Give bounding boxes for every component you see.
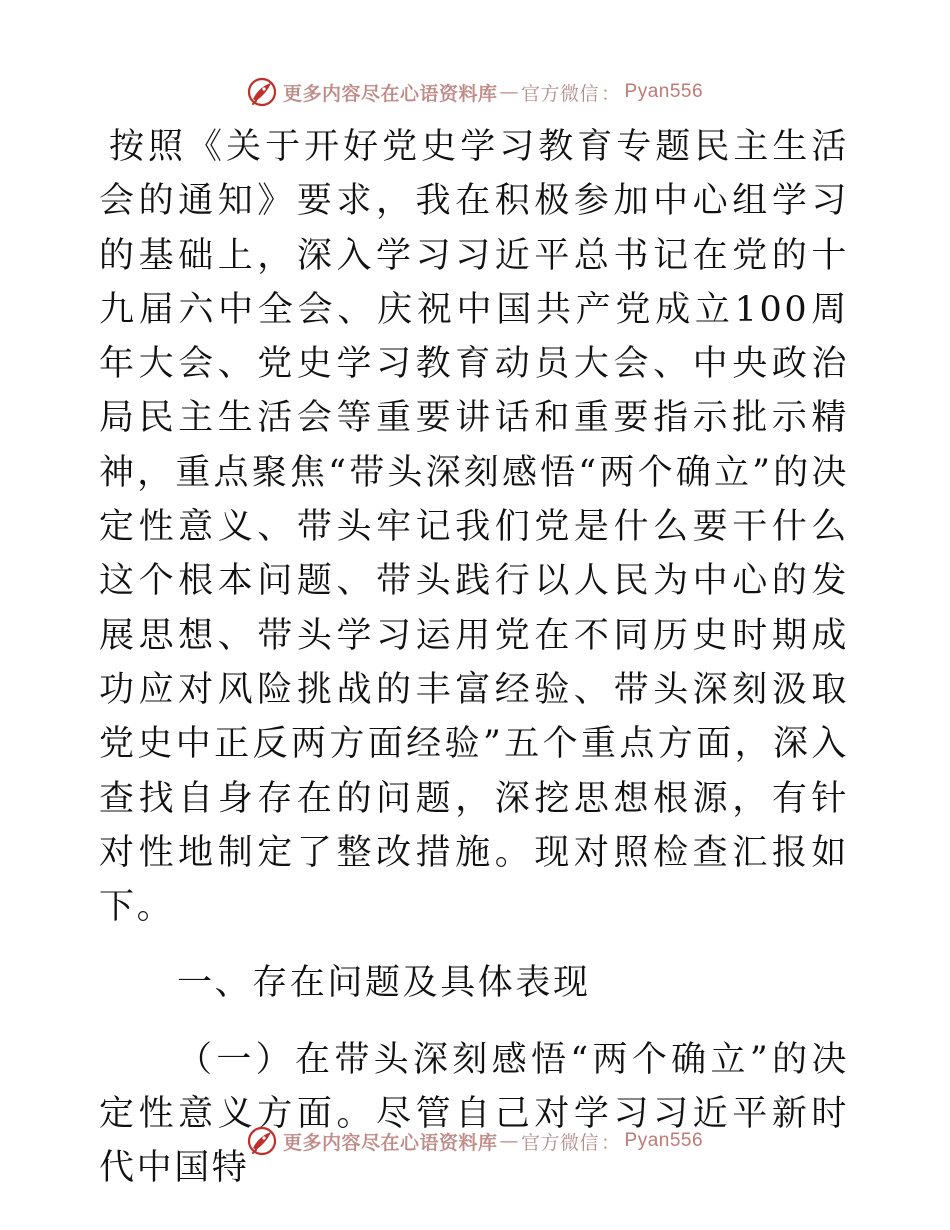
section-heading: 一、存在问题及具体表现 — [177, 963, 591, 1004]
banner-separator: ： — [601, 82, 621, 105]
header-banner — [0, 72, 950, 112]
banner-official-label: 官方微信 — [520, 82, 599, 105]
footer-banner — [0, 1121, 950, 1161]
banner-dash: — — [499, 81, 519, 103]
red-pen-nib-logo-icon — [247, 1126, 277, 1156]
banner-text — [283, 1128, 703, 1155]
banner-wechat-id: Pyan556 — [624, 1130, 704, 1151]
banner-site-text: 更多内容尽在心语资料库 — [282, 1131, 498, 1154]
banner-dash: — — [499, 1130, 519, 1152]
banner-site-text: 更多内容尽在心语资料库 — [282, 82, 498, 105]
subsection-paragraph: （一）在带头深刻感悟“两个确立”的决定性意义方面。尽管自己对学习习近平新时代中国特 — [99, 1039, 849, 1189]
intro-paragraph: 按照《关于开好党史学习教育专题民主生活会的通知》要求，我在积极参加中心组学习的基础上，深入学习习近平总书记在党的十九届六中全会、庆祝中国共产党成立100周年大会、党史学习教育动员大会、中央政治局民主生活会等重要讲话和重要指示批示精神，重点聚焦“带头深刻感悟“两个确立”的决定性意义、带头牢记我们党是什么要干什么这个根本问题、带头践行以人民为中心的发展思想、带头学习运用党在不同历史时期成功应对风险挑战的丰富经验、带头深刻汲取党史中正反两方面经验”五个重点方面，深入查找自身存在的问题，深挖思想根源，有针对性地制定了整改措施。现对照检查汇报如下。 — [99, 127, 849, 928]
red-pen-nib-logo-icon — [247, 77, 277, 107]
banner-official-label: 官方微信 — [520, 1131, 599, 1154]
banner-text — [283, 79, 703, 106]
document-body — [99, 120, 849, 1196]
banner-separator: ： — [601, 1131, 621, 1154]
banner-wechat-id: Pyan556 — [624, 81, 704, 102]
